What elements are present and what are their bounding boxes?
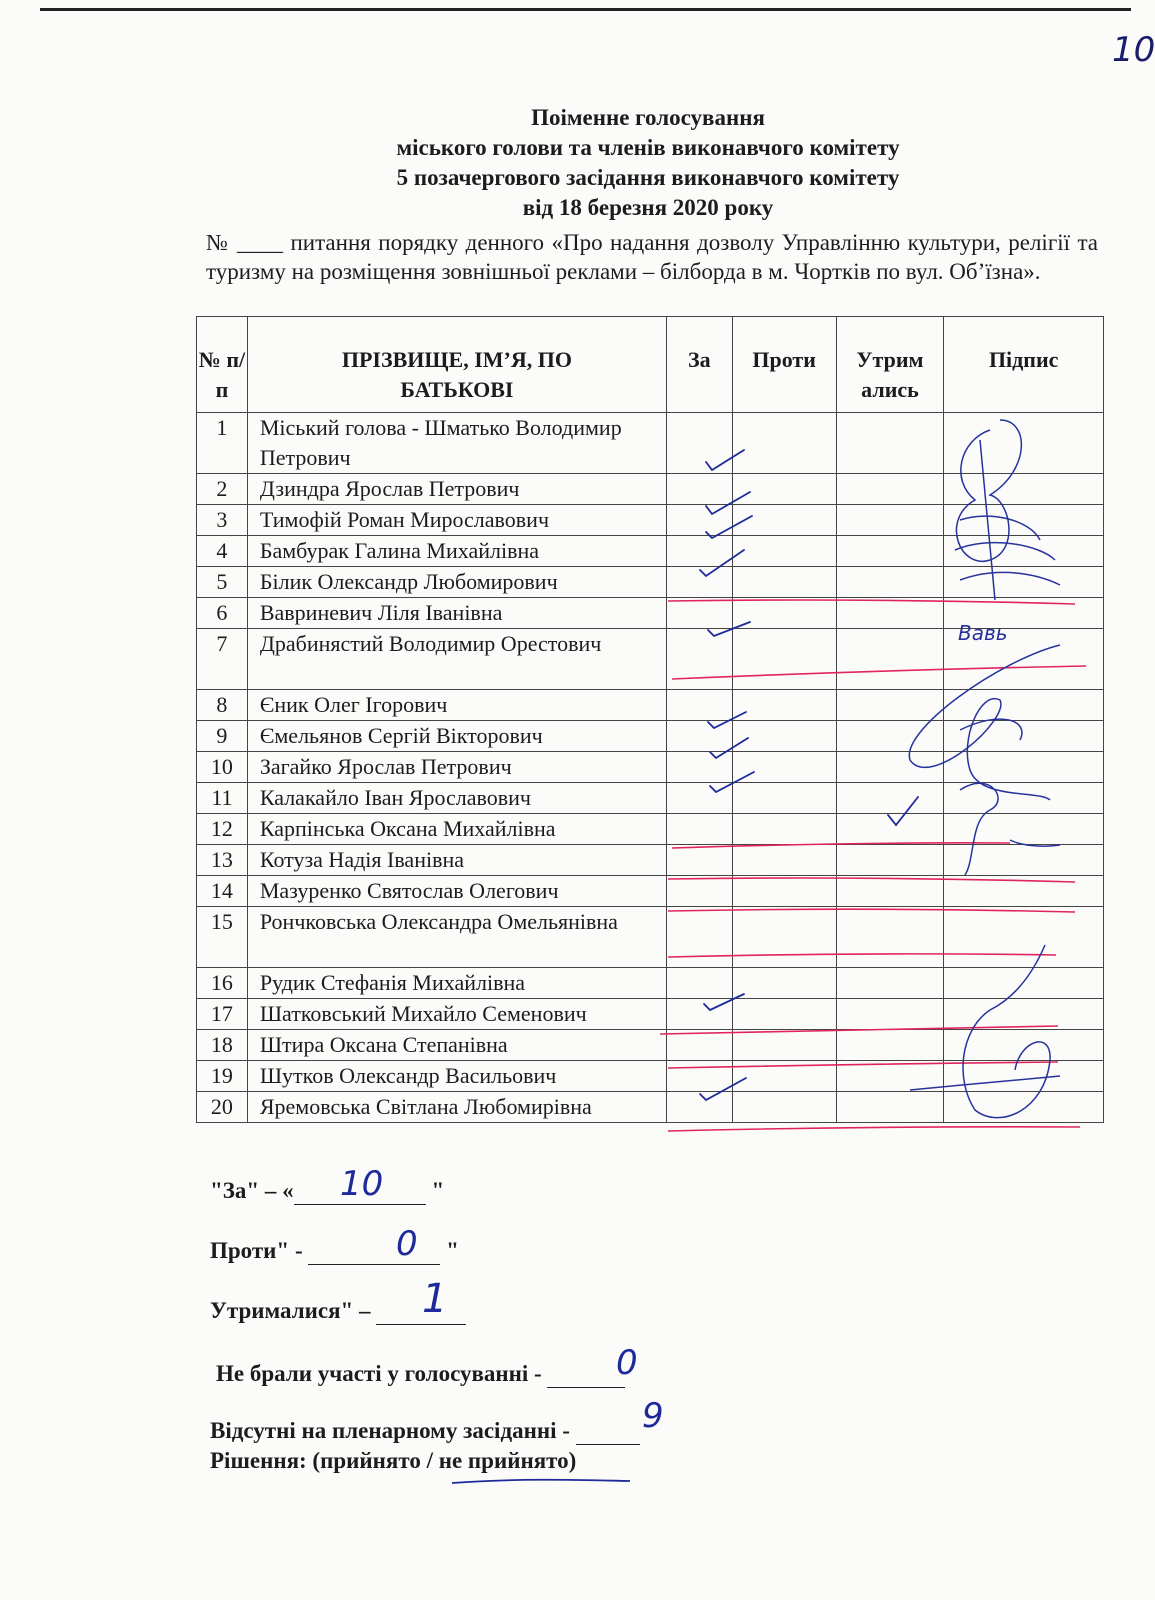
vote-for-cell: [666, 474, 732, 505]
member-name: Карпінська Оксана Михайлівна: [247, 814, 666, 845]
member-name: Рончковська Олександра Омельянівна: [247, 907, 666, 968]
vote-for-cell: [666, 907, 732, 968]
row-number: 18: [197, 1030, 248, 1061]
col-for: За: [666, 317, 732, 413]
col-signature: Підпис: [944, 317, 1104, 413]
col-against: Проти: [732, 317, 836, 413]
member-name: Котуза Надія Іванівна: [247, 845, 666, 876]
vote-against-cell: [732, 876, 836, 907]
table-row: [197, 1061, 1104, 1092]
table-row: [197, 413, 1104, 474]
voting-table: [196, 316, 1104, 1123]
col-name: ПРІЗВИЩЕ, ІМ’Я, ПО БАТЬКОВІ: [247, 317, 666, 413]
vote-abstain-cell: [836, 505, 944, 536]
table-row: [197, 629, 1104, 690]
vote-abstain-cell: [836, 1030, 944, 1061]
table-row: [197, 907, 1104, 968]
vote-against-cell: [732, 968, 836, 999]
vote-for-cell: [666, 845, 732, 876]
vote-against-cell: [732, 474, 836, 505]
member-name: Єник Олег Ігорович: [247, 690, 666, 721]
table-row: [197, 598, 1104, 629]
vote-for-cell: [666, 536, 732, 567]
vote-against-cell: [732, 845, 836, 876]
table-header-row: [197, 317, 1104, 413]
vote-abstain-cell: [836, 907, 944, 968]
table-row: [197, 845, 1104, 876]
signature-cell: [944, 876, 1104, 907]
col-abstain: Утрим ались: [836, 317, 944, 413]
signature-cell: [944, 845, 1104, 876]
table-row: [197, 876, 1104, 907]
member-name: Міський голова - Шматько Володимир Петрович: [247, 413, 666, 474]
vote-for-cell: [666, 629, 732, 690]
member-name: Шутков Олександр Васильович: [247, 1061, 666, 1092]
summary-not-voted: Не брали участі у голосуванні - 0: [216, 1343, 638, 1386]
table-row: [197, 536, 1104, 567]
vote-for-cell: [666, 598, 732, 629]
member-name: Яремовська Світлана Любомирівна: [247, 1092, 666, 1123]
vote-abstain-cell: [836, 629, 944, 690]
vote-for-cell: [666, 752, 732, 783]
row-number: 1: [197, 413, 248, 474]
signature-cell: [944, 567, 1104, 598]
vote-abstain-cell: [836, 814, 944, 845]
signature-cell: [944, 1092, 1104, 1123]
agenda-question: № ____ питання порядку денного «Про надання дозволу Управлінню культури, релігії та туризму на розміщення зовнішньої реклами – білборда в м. Чортків по вул. Об’їзна».: [206, 230, 1098, 284]
vote-for-cell: [666, 690, 732, 721]
title-line-4: від 18 березня 2020 року: [522, 195, 774, 220]
scan-top-edge: [40, 8, 1131, 11]
row-number: 20: [197, 1092, 248, 1123]
table-row: [197, 567, 1104, 598]
red-line-row20: [668, 1127, 1080, 1131]
row-number: 7: [197, 629, 248, 690]
vote-for-cell: [666, 1030, 732, 1061]
for-value: 10: [340, 1164, 384, 1204]
member-name: Тимофій Роман Мирославович: [247, 505, 666, 536]
signature-cell: [944, 1061, 1104, 1092]
table-row: [197, 1092, 1104, 1123]
vote-against-cell: [732, 413, 836, 474]
member-name: Бамбурак Галина Михайлівна: [247, 536, 666, 567]
table-body: [197, 413, 1104, 1123]
signature-cell: [944, 999, 1104, 1030]
vote-abstain-cell: [836, 567, 944, 598]
vote-against-cell: [732, 690, 836, 721]
title-line-3: 5 позачергового засідання виконавчого комітету: [396, 165, 900, 190]
absent-value: 9: [642, 1396, 664, 1436]
title-line-2: міського голови та членів виконавчого комітету: [396, 135, 900, 160]
row-number: 10: [197, 752, 248, 783]
table-row: [197, 999, 1104, 1030]
vote-for-cell: [666, 968, 732, 999]
vote-against-cell: [732, 907, 836, 968]
row-number: 14: [197, 876, 248, 907]
vote-abstain-cell: [836, 1061, 944, 1092]
vote-for-cell: [666, 1092, 732, 1123]
vote-for-cell: [666, 1061, 732, 1092]
summary-abstain: Утрималися" – 1: [210, 1298, 466, 1325]
summary-absent: Відсутні на пленарному засіданні - 9: [210, 1396, 664, 1443]
vote-abstain-cell: [836, 752, 944, 783]
vote-for-cell: [666, 567, 732, 598]
signature-cell: [944, 413, 1104, 474]
signature-cell: [944, 629, 1104, 690]
vote-abstain-cell: [836, 783, 944, 814]
col-num: № п/ п: [197, 317, 248, 413]
table-row: [197, 814, 1104, 845]
member-name: Калакайло Іван Ярославович: [247, 783, 666, 814]
table-row: [197, 505, 1104, 536]
vote-for-cell: [666, 721, 732, 752]
signature-cell: [944, 474, 1104, 505]
abstain-value: 1: [422, 1276, 448, 1322]
member-name: Драбинястий Володимир Орестович: [247, 629, 666, 690]
row-number: 6: [197, 598, 248, 629]
vote-abstain-cell: [836, 413, 944, 474]
signature-cell: [944, 505, 1104, 536]
vote-against-cell: [732, 629, 836, 690]
decision-underline: [452, 1480, 630, 1483]
member-name: Шатковський Михайло Семенович: [247, 999, 666, 1030]
signature-cell: [944, 721, 1104, 752]
signature-cell: [944, 907, 1104, 968]
row-number: 8: [197, 690, 248, 721]
member-name: Ємельянов Сергій Вікторович: [247, 721, 666, 752]
vote-for-cell: [666, 876, 732, 907]
row-number: 9: [197, 721, 248, 752]
table-row: [197, 783, 1104, 814]
title-line-1: Поіменне голосування: [531, 105, 765, 130]
row-number: 3: [197, 505, 248, 536]
vote-abstain-cell: [836, 598, 944, 629]
signature-row6-text: Вавь: [958, 621, 1008, 645]
row-number: 2: [197, 474, 248, 505]
table-row: [197, 474, 1104, 505]
row-number: 16: [197, 968, 248, 999]
row-number: 4: [197, 536, 248, 567]
vote-abstain-cell: [836, 690, 944, 721]
vote-abstain-cell: [836, 876, 944, 907]
signature-cell: [944, 752, 1104, 783]
summary-against: Проти" - " 0: [210, 1224, 459, 1264]
vote-abstain-cell: [836, 474, 944, 505]
vote-against-cell: [732, 536, 836, 567]
page-number: 10: [1112, 30, 1155, 70]
vote-against-cell: [732, 814, 836, 845]
table-row: [197, 968, 1104, 999]
member-name: Вавриневич Ліля Іванівна: [247, 598, 666, 629]
vote-for-cell: [666, 413, 732, 474]
vote-against-cell: [732, 752, 836, 783]
against-value: 0: [396, 1224, 418, 1264]
vote-abstain-cell: [836, 999, 944, 1030]
vote-for-cell: [666, 505, 732, 536]
vote-against-cell: [732, 567, 836, 598]
member-name: Дзиндра Ярослав Петрович: [247, 474, 666, 505]
signature-cell: [944, 690, 1104, 721]
vote-abstain-cell: [836, 721, 944, 752]
row-number: 12: [197, 814, 248, 845]
vote-abstain-cell: [836, 968, 944, 999]
vote-abstain-cell: [836, 1092, 944, 1123]
not-voted-value: 0: [616, 1343, 638, 1383]
signature-cell: [944, 1030, 1104, 1061]
vote-against-cell: [732, 721, 836, 752]
vote-against-cell: [732, 1030, 836, 1061]
row-number: 5: [197, 567, 248, 598]
table-row: [197, 690, 1104, 721]
row-number: 15: [197, 907, 248, 968]
table-row: [197, 1030, 1104, 1061]
signature-cell: [944, 598, 1104, 629]
summary-for: "За" – « " 10: [210, 1164, 445, 1204]
member-name: Штира Оксана Степанівна: [247, 1030, 666, 1061]
signature-cell: [944, 814, 1104, 845]
member-name: Загайко Ярослав Петрович: [247, 752, 666, 783]
signature-cell: [944, 968, 1104, 999]
row-number: 13: [197, 845, 248, 876]
row-number: 19: [197, 1061, 248, 1092]
vote-against-cell: [732, 1061, 836, 1092]
member-name: Мазуренко Святослав Олегович: [247, 876, 666, 907]
member-name: Рудик Стефанія Михайлівна: [247, 968, 666, 999]
vote-for-cell: [666, 999, 732, 1030]
summary-decision: Рішення: (прийнято / не прийнято): [210, 1448, 577, 1473]
signature-cell: [944, 536, 1104, 567]
row-number: 17: [197, 999, 248, 1030]
vote-against-cell: [732, 999, 836, 1030]
vote-for-cell: [666, 783, 732, 814]
vote-against-cell: [732, 783, 836, 814]
vote-for-cell: [666, 814, 732, 845]
vote-abstain-cell: [836, 845, 944, 876]
vote-against-cell: [732, 598, 836, 629]
row-number: 11: [197, 783, 248, 814]
vote-against-cell: [732, 505, 836, 536]
member-name: Білик Олександр Любомирович: [247, 567, 666, 598]
vote-abstain-cell: [836, 536, 944, 567]
signature-cell: [944, 783, 1104, 814]
vote-against-cell: [732, 1092, 836, 1123]
table-row: [197, 721, 1104, 752]
table-row: [197, 752, 1104, 783]
